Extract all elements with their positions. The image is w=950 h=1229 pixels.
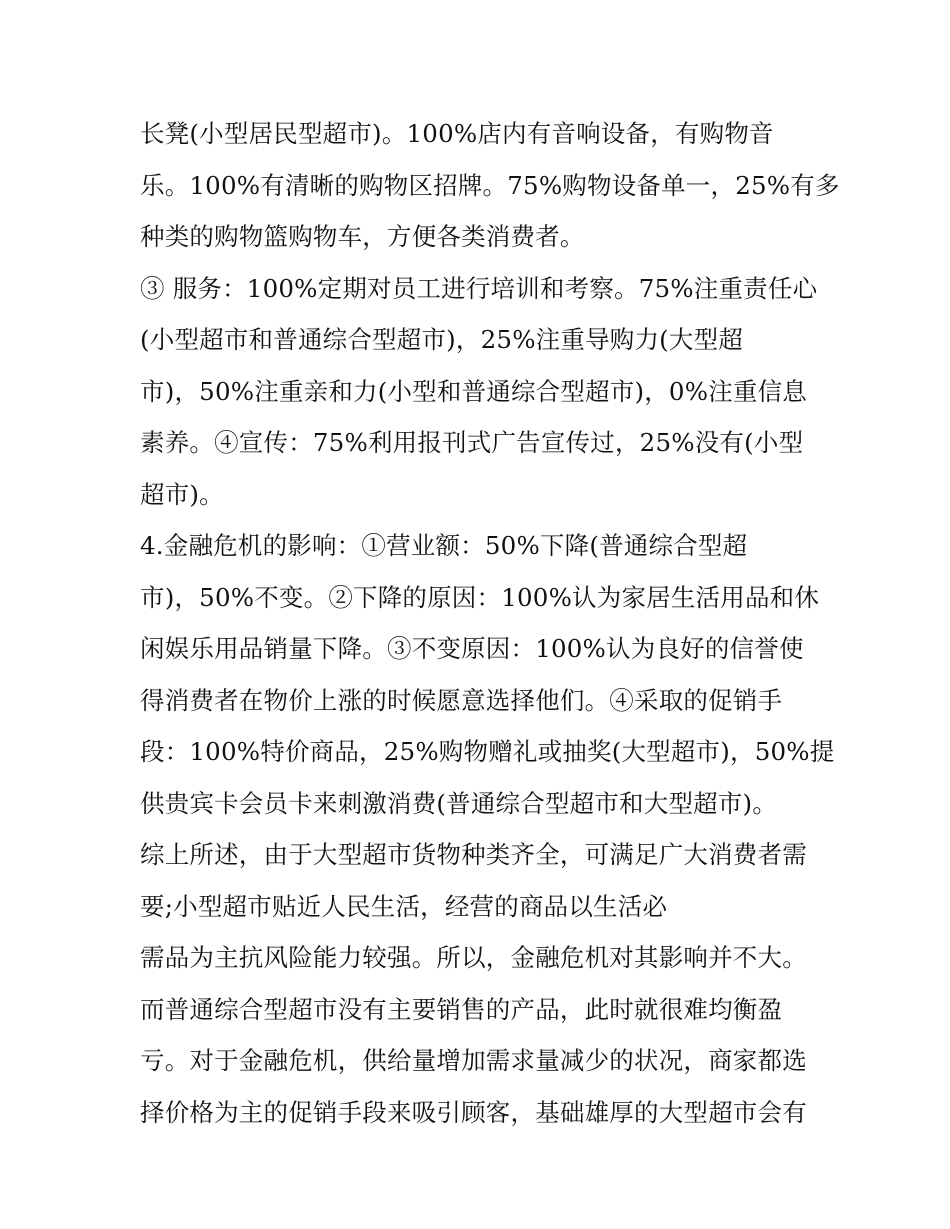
text-line: 4.金融危机的影响：①营业额：50%下降(普通综合型超 — [140, 531, 748, 560]
text-line: 段：100%特价商品，25%购物赠礼或抽奖(大型超市)，50%提 — [140, 737, 835, 766]
text-line: 择价格为主的促销手段来吸引顾客，基础雄厚的大型超市会有 — [140, 1097, 807, 1127]
text-line: 闲娱乐用品销量下降。③不变原因：100%认为良好的信誉使 — [140, 634, 804, 663]
text-line: 综上所述，由于大型超市货物种类齐全，可满足广大消费者需 — [140, 840, 807, 869]
text-line: 需品为主抗风险能力较强。所以，金融危机对其影响并不大。 — [140, 943, 807, 972]
text-line: 供贵宾卡会员卡来刺激消费(普通综合型超市和大型超市)。 — [140, 788, 778, 818]
text-line: 市)，50%不变。②下降的原因：100%认为家居生活用品和休 — [140, 582, 820, 612]
text-line: 乐。100%有清晰的购物区招牌。75%购物设备单一，25%有多 — [140, 170, 840, 200]
text-line: 要;小型超市贴近人民生活，经营的商品以生活必 — [140, 891, 668, 921]
text-line: 得消费者在物价上涨的时候愿意选择他们。④采取的促销手 — [140, 685, 783, 715]
text-line: ③ 服务：100%定期对员工进行培训和考察。75%注重责任心 — [140, 273, 818, 303]
text-line: 而普通综合型超市没有主要销售的产品，此时就很难均衡盈 — [140, 994, 783, 1024]
text-line: 超市)。 — [140, 479, 224, 509]
text-line: (小型超市和普通综合型超市)，25%注重导购力(大型超 — [140, 325, 744, 354]
document-body — [140, 108, 840, 1138]
text-line: 素养。④宣传：75%利用报刊式广告宣传过，25%没有(小型 — [140, 428, 804, 457]
text-line: 亏。对于金融危机，供给量增加需求量减少的状况，商家都选 — [140, 1046, 807, 1075]
text-line: 市)，50%注重亲和力(小型和普通综合型超市)，0%注重信息 — [140, 376, 807, 406]
text-line: 长凳(小型居民型超市)。100%店内有音响设备，有购物音 — [140, 119, 774, 148]
text-line: 种类的购物篮购物车，方便各类消费者。 — [140, 222, 585, 251]
